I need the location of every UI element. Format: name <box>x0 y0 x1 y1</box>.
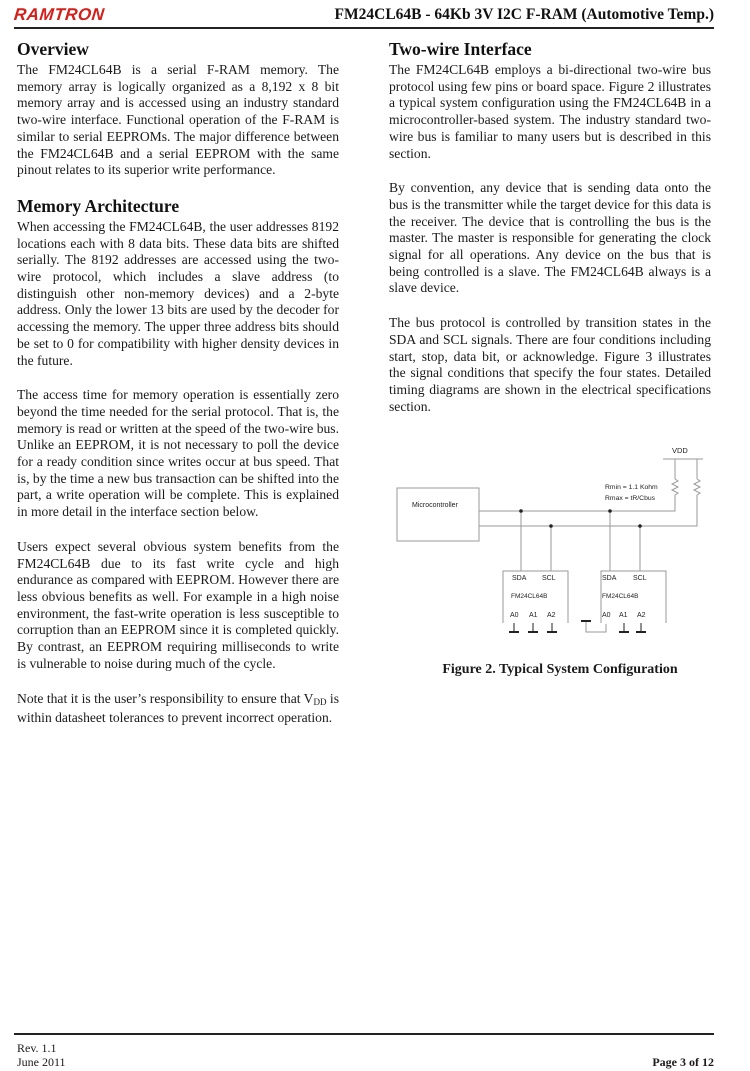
dev2-sda-label: SDA <box>602 575 617 582</box>
dev1-sda-label: SDA <box>512 575 527 582</box>
scl-junction-1 <box>549 524 553 528</box>
document-title: FM24CL64B - 64Kb 3V I2C F-RAM (Automotive Temp.) <box>334 6 714 23</box>
figure-caption: Figure 2. Typical System Configuration <box>442 662 678 677</box>
dev2-a1-label: A1 <box>619 612 628 619</box>
dev2-a0-tie <box>586 622 606 632</box>
dev2-scl-label: SCL <box>633 575 647 582</box>
date-label: June 2011 <box>17 1055 66 1069</box>
access-time-paragraph: The access time for memory operation is essentially zero beyond the time needed for the serial protocol. That is, the memory is read or written at the speed of the two-wire bus. Unlike an EEPROM, it is not necessary to poll the device for a ready condition since writes occur at bus speed. That is, by the time a new bus transaction can be shifted into the part, a write operation will be complete. This is explained in more detail in the interface section below. <box>17 387 339 520</box>
note-suffix: is within datasheet tolerances to prevent incorrect operation. <box>17 690 339 726</box>
microcontroller-label: Microcontroller <box>412 502 458 509</box>
footer-rule <box>14 1033 714 1035</box>
sda-junction-1 <box>519 509 523 513</box>
benefits-paragraph: Users expect several obvious system benefits from the FM24CL64B due to its fast write cycle and high endurance as compared with EEPROM. However there are less obvious benefits as well. For example in a high noise environment, the fast-write operation is less susceptible to corruption than an EEPROM since it is completed quickly. By contrast, an EEPROM requiring milliseconds to write is vulnerable to noise during much of the cycle. <box>17 538 339 671</box>
header-rule <box>14 27 714 29</box>
bus-protocol-paragraph: The bus protocol is controlled by transition states in the SDA and SCL signals. There are four conditions including start, stop, data bit, or acknowledge. Figure 3 illustrates the signal conditions that specify the four states. Detailed timing diagrams are shown in the electrical specifications section. <box>389 315 711 414</box>
two-wire-paragraph: The FM24CL64B employs a bi-directional two-wire bus protocol using few pins or board space. Figure 2 illustrates a typical system configuration using the FM24CL64B in a microcontroller-based system. The industry standard two-wire bus is familiar to many users but is described in this section. <box>389 62 711 161</box>
dev1-part-label: FM24CL64B <box>511 593 548 600</box>
footer-revision-block <box>17 1041 66 1069</box>
microcontroller-box <box>397 488 479 541</box>
overview-heading: Overview <box>17 39 89 59</box>
ramtron-logo: RAMTRON <box>13 5 106 24</box>
vdd-label: VDD <box>672 446 688 455</box>
rmax-label: Rmax = tR/Cbus <box>605 495 656 502</box>
sda-resistor <box>672 479 678 495</box>
dev2-part-label: FM24CL64B <box>602 593 639 600</box>
sda-junction-2 <box>608 509 612 513</box>
note-subscript: DD <box>313 696 327 707</box>
right-column <box>389 38 711 415</box>
overview-paragraph: The FM24CL64B is a serial F-RAM memory. The memory array is logically organized as a 8,192 x 8 bit memory array and is accessed using an industry standard two-wire interface. Functional operation of the F-RAM is similar to serial EEPROMs. The major difference between the FM24CL64B and a serial EEPROM with the same pinout relates to its superior write performance. <box>17 62 339 178</box>
scl-junction-2 <box>638 524 642 528</box>
two-wire-heading: Two-wire Interface <box>389 39 532 59</box>
left-column <box>17 38 339 727</box>
dev2-a2-label: A2 <box>637 612 646 619</box>
page-number: Page 3 of 12 <box>652 1055 714 1069</box>
dev1-a1-label: A1 <box>529 612 538 619</box>
scl-resistor <box>694 479 700 495</box>
dev1-a2-label: A2 <box>547 612 556 619</box>
system-configuration-diagram <box>390 440 720 640</box>
rmin-label: Rmin = 1.1 Kohm <box>605 484 658 491</box>
dev2-a0-label: A0 <box>602 612 611 619</box>
memory-architecture-paragraph: When accessing the FM24CL64B, the user addresses 8192 locations each with 8 data bits. These data bits are shifted serially. The 8192 addresses are accessed using the two-wire protocol, which includes a slave address (to distinguish other non-memory devices) and a 2-byte address. Only the lower 13 bits are used by the decoder for accessing the memory. The upper three address bits should be set to 0 for compatibility with higher density devices in the future. <box>17 218 339 368</box>
note-prefix: Note that it is the user’s responsibility to ensure that V <box>17 690 314 706</box>
vdd-note-paragraph <box>17 691 339 727</box>
revision-label: Rev. 1.1 <box>17 1041 57 1055</box>
convention-paragraph: By convention, any device that is sending data onto the bus is the transmitter while the target device for this data is the receiver. The device that is controlling the bus is the master. The master is responsible for generating the clock signal for all operations. Any device on the bus that is being controlled is a slave. The FM24CL64B always is a slave device. <box>389 180 711 296</box>
memory-architecture-heading: Memory Architecture <box>17 195 180 216</box>
dev1-a0-label: A0 <box>510 612 519 619</box>
dev1-scl-label: SCL <box>542 575 556 582</box>
